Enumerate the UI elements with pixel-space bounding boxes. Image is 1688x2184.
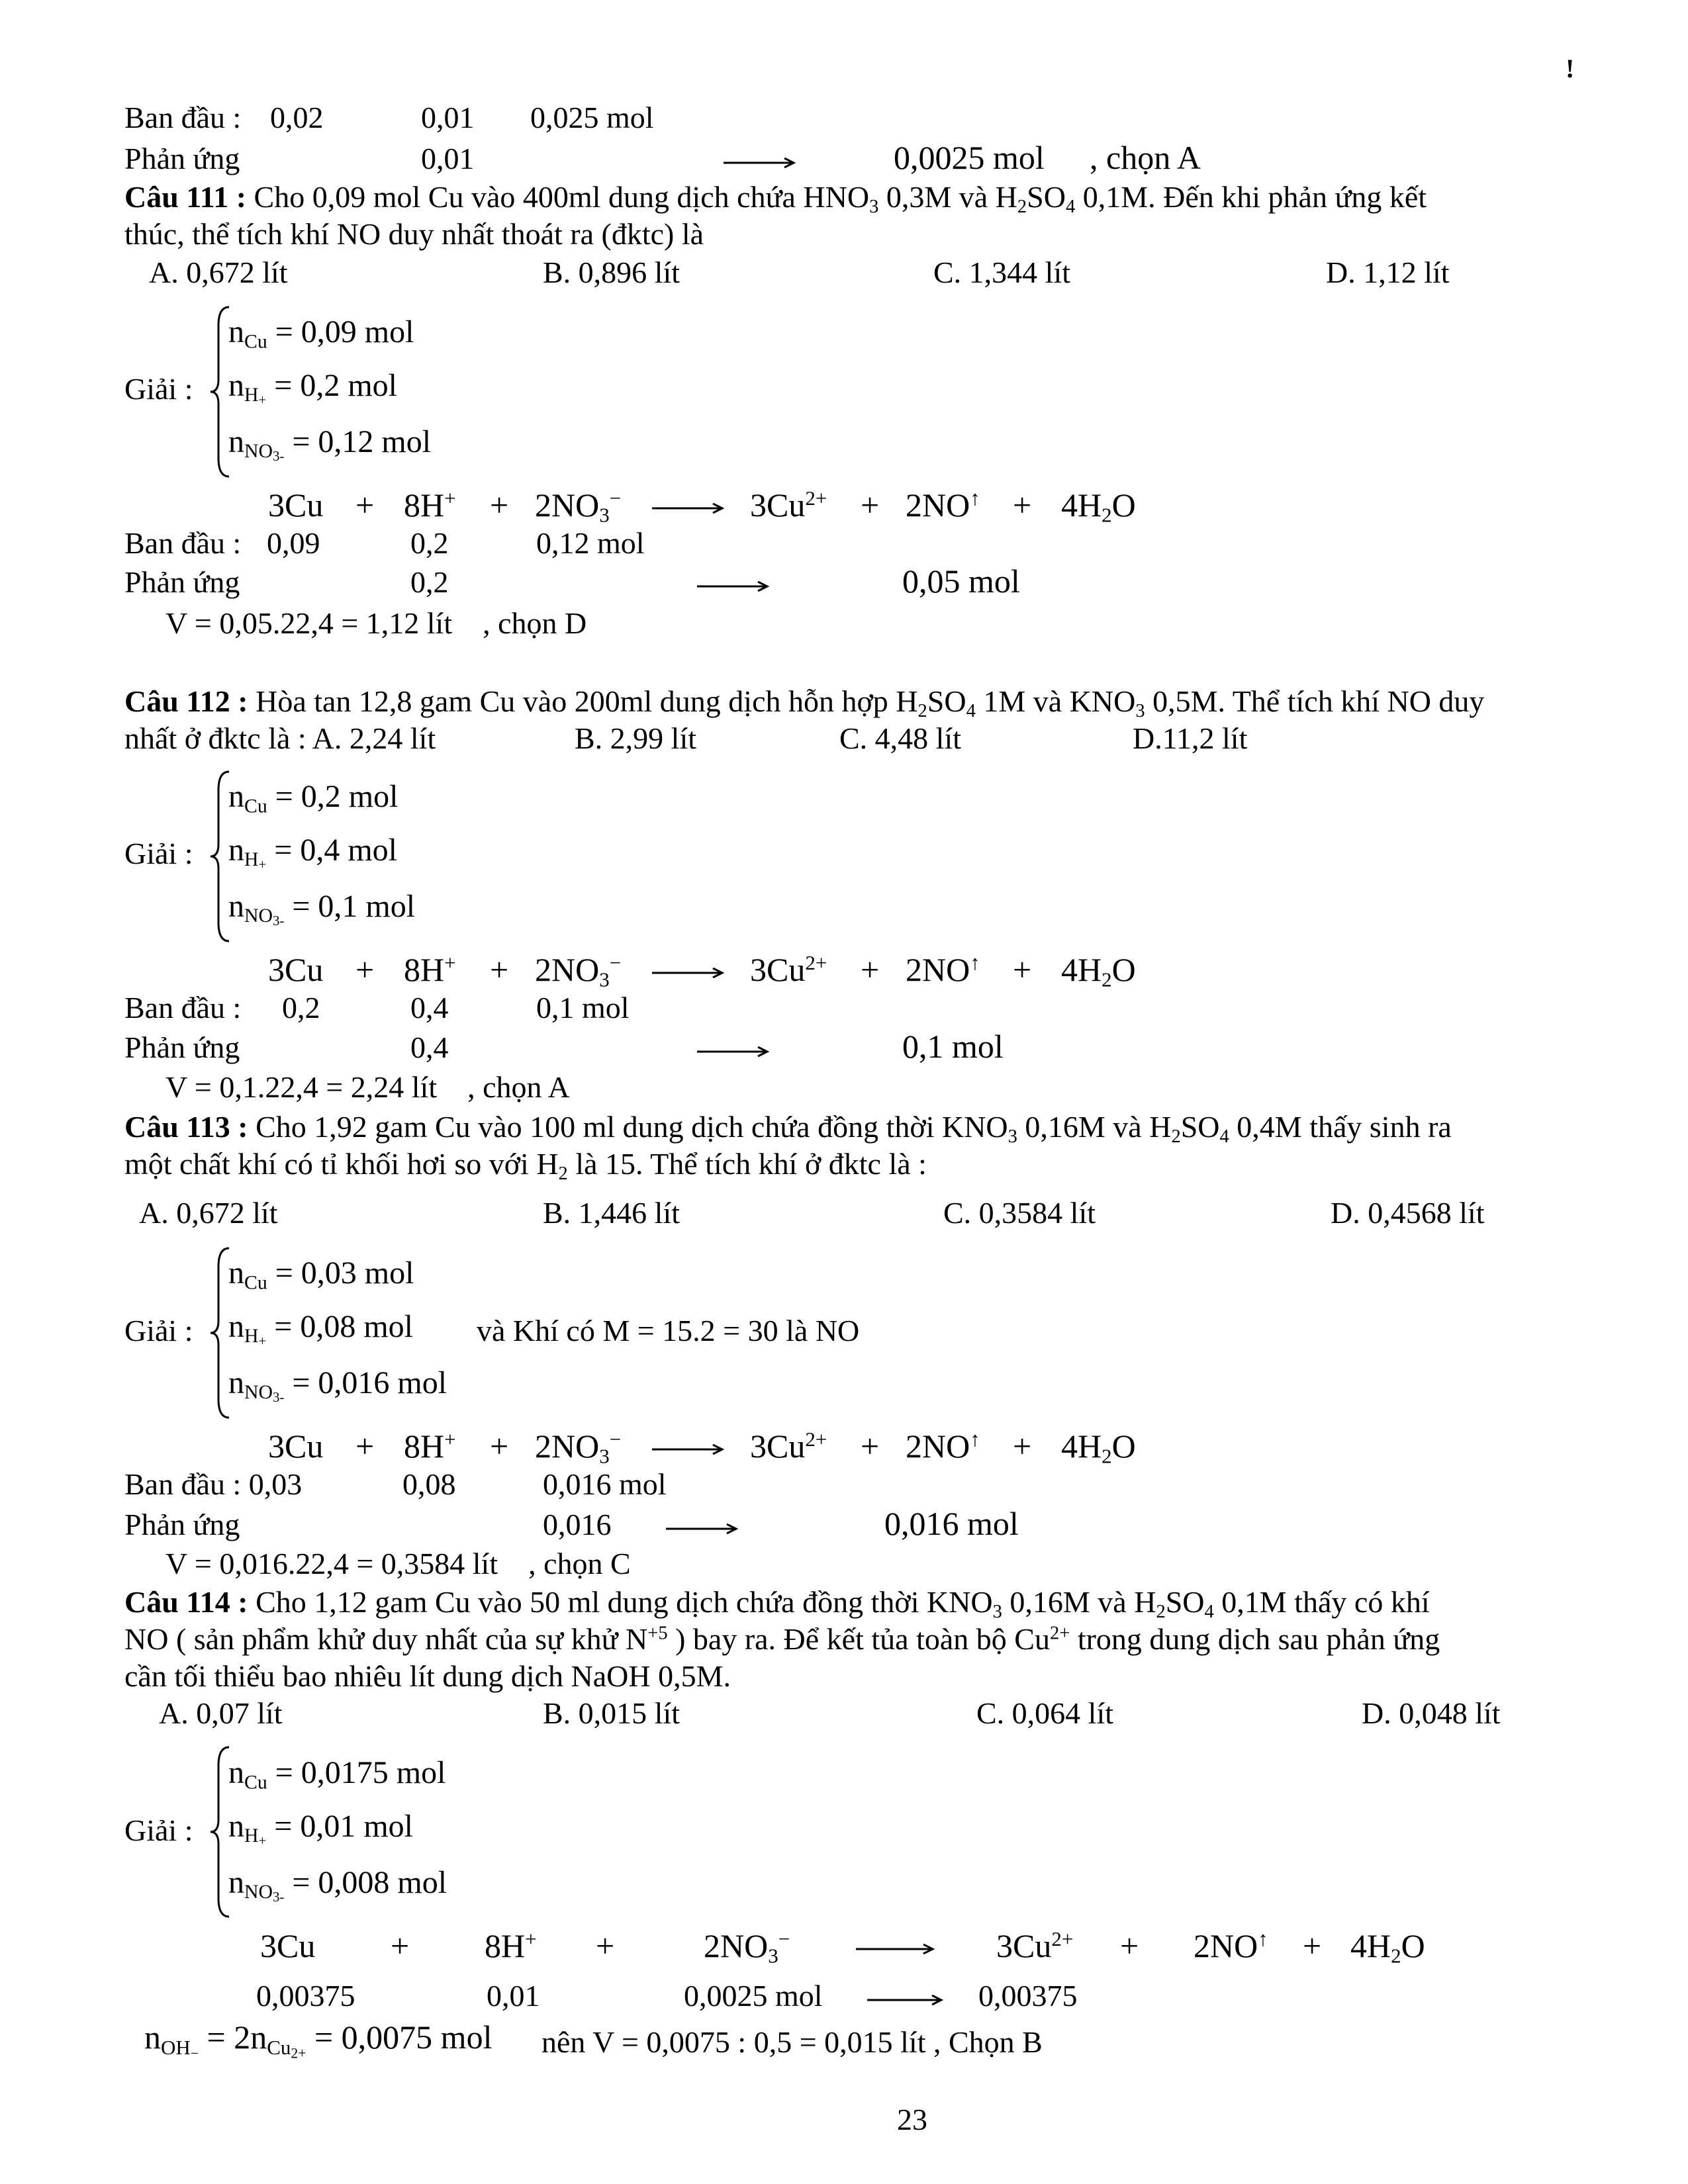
reaction-arrow-icon [697, 581, 770, 592]
species-h: 8H+ [404, 486, 456, 523]
species-cu2: $3Cu^{2+}$ [996, 1927, 1074, 1964]
start-value: 0,025 mol [530, 101, 654, 134]
q112-stem-line1: Câu 112 : Hòa tan 12,8 gam Cu vào 200ml dung dịch hỗn hợp $H_2SO_4$ 1M và $KNO_3$ 0,5M. Thể tích khí NO duy [124, 684, 1485, 721]
start-label: Ban đầu : [124, 101, 242, 134]
plus-sign: + [490, 951, 509, 988]
q114-final: $n_{OH-} = 2n_{Cu2+} = 0,0075$ mol [144, 2019, 492, 2062]
q111-stem-line1: Câu 111 : Cho 0,09 mol Cu vào 400ml dung dịch chứa $HNO_3$ 0,3M và $H_2SO_4$ 0,1M. Đến khi phản ứng kết [124, 180, 1427, 217]
reaction-equation: 3Cu [268, 486, 324, 523]
species-cu: 3Cu [268, 1428, 324, 1465]
species-cu2: $3Cu^{2+}$ [750, 950, 827, 988]
species-no: 2NO↑ [906, 950, 980, 988]
page-number: 23 [897, 2103, 927, 2136]
option-a: A. 0,07 lít [159, 1696, 283, 1730]
species-h2o: $4H_2O$ [1061, 951, 1136, 991]
plus-sign: + [355, 486, 375, 523]
species-h: 8H+ [404, 950, 456, 988]
species-no3: $2NO_3^-$ [535, 950, 622, 991]
species-h: 8H+ [485, 1927, 537, 1964]
q113-note: và Khí có M = 15.2 = 30 là NO [477, 1314, 860, 1347]
species-h2o: $4H_2O$ [1061, 1428, 1136, 1468]
system-row: $n_{NO3-} = 0,12$ mol [228, 424, 432, 465]
plus-sign: + [861, 951, 880, 988]
option-c: C. 0,3584 lít [943, 1196, 1096, 1230]
species-no3: $2NO_3^-$ [535, 486, 622, 527]
system-row: $n_{Cu} = 0,2$ mol [228, 779, 399, 817]
species-cu: 3Cu [268, 951, 324, 988]
q111-start-row: Ban đầu : 0,09 0,2 0,12 mol [124, 526, 645, 560]
q114-final-text: nên V = 0,0075 : 0,5 = 0,015 lít , Chọn B [541, 2025, 1043, 2059]
plus-sign: + [1013, 1428, 1032, 1465]
system-row: $n_{Cu} = 0,09$ mol [228, 314, 414, 353]
giai-label: Giải : [124, 1314, 193, 1347]
reaction-arrow-icon [666, 1524, 739, 1534]
option-a: A. 0,672 lít [149, 255, 288, 289]
option-d: D. 0,4568 lít [1331, 1196, 1485, 1230]
q112-start-row: Ban đầu : 0,2 0,4 0,1 mol [124, 991, 630, 1024]
system-row: $n_{H+} = 0,08$ mol [228, 1309, 413, 1349]
plus-sign: + [1120, 1927, 1139, 1964]
species-cu: 3Cu [260, 1927, 316, 1964]
system-row: $n_{H+} = 0,4$ mol [228, 833, 397, 873]
q113-start-row: Ban đầu : 0,03 0,08 0,016 mol [124, 1467, 667, 1501]
mol-value: 0,00375 [256, 1979, 355, 2013]
plus-sign: + [355, 951, 375, 988]
corner-mark: ! [1566, 54, 1575, 83]
option-d: D. 1,12 lít [1326, 255, 1450, 289]
species-no: 2NO↑ [1194, 1927, 1268, 1964]
choice-text: , chọn A [1090, 139, 1201, 176]
species-cu2: $3Cu^{2+}$ [750, 486, 827, 523]
q113-stem-line1: Câu 113 : Cho 1,92 gam Cu vào 100 ml dung dịch chứa đồng thời $KNO_3$ 0,16M và $H_2SO_4$ 0,4M thấy sinh ra [124, 1110, 1452, 1147]
q113-react-row: Phản ứng 0,016 0,016 mol [124, 1505, 1019, 1542]
q112-stem-line2: nhất ở đktc là : A. 2,24 lít B. 2,99 lít C. 4,48 lít D.11,2 lít [124, 721, 1248, 755]
species-no: 2NO↑ [906, 486, 980, 523]
q114-stem-line1: Câu 114 : Cho 1,12 gam Cu vào 50 ml dung dịch chứa đồng thời $KNO_3$ 0,16M và $H_2SO_4$ 0,1M thấy có khí [124, 1585, 1430, 1622]
option-c: C. 0,064 lít [976, 1696, 1114, 1730]
top-react-row [124, 139, 1201, 177]
system-row: $n_{NO3-} = 0,1$ mol [228, 889, 416, 929]
top-start-row [124, 99, 654, 136]
start-value: 0,01 [421, 101, 475, 134]
giai-label: Giải : [124, 837, 193, 870]
q113-stem-line2: một chất khí có tỉ khối hơi so với $H_2$ là 15. Thể tích khí ở đktc là : [124, 1147, 927, 1184]
reaction-arrow-icon [724, 158, 796, 168]
system-row: $n_{NO3-} = 0,016$ mol [228, 1365, 447, 1406]
species-no: 2NO↑ [906, 1427, 980, 1465]
react-label: Phản ứng [124, 142, 240, 175]
reaction-arrow-icon [652, 1444, 725, 1455]
reaction-arrow-icon [697, 1046, 770, 1057]
system-row: $n_{Cu} = 0,03$ mol [228, 1255, 414, 1294]
option-b: B. 1,446 lít [543, 1196, 680, 1230]
system-row: $n_{H+} = 0,01$ mol [228, 1809, 413, 1849]
mol-value: 0,00375 [978, 1979, 1078, 2013]
species-no3: $2NO_3^-$ [535, 1427, 622, 1468]
plus-sign: + [391, 1927, 410, 1964]
giai-label: Giải : [124, 372, 193, 406]
plus-sign: + [861, 1428, 880, 1465]
option-a: A. 0,672 lít [139, 1196, 278, 1230]
species-h2o: $4H_2O$ [1061, 486, 1136, 527]
species-h2o: $4H_2O$ [1350, 1927, 1425, 1968]
q112-react-row: Phản ứng 0,4 0,1 mol [124, 1028, 1004, 1065]
option-d: D. 0,048 lít [1362, 1696, 1501, 1730]
reaction-arrow-icon [856, 1944, 935, 1954]
plus-sign: + [490, 486, 509, 523]
system-row: $n_{Cu} = 0,0175$ mol [228, 1755, 446, 1794]
species-no3: $2NO_3^-$ [704, 1927, 790, 1968]
option-c: C. 1,344 lít [933, 255, 1071, 289]
reaction-arrow-icon [652, 968, 725, 978]
question-title: Câu 111 : [124, 180, 247, 214]
plus-sign: + [1303, 1927, 1322, 1964]
plus-sign: + [1013, 486, 1032, 523]
plus-sign: + [490, 1428, 509, 1465]
result-value: 0,0025 mol [894, 139, 1045, 176]
plus-sign: + [355, 1428, 375, 1465]
option-b: B. 0,896 lít [543, 255, 680, 289]
system-row: $n_{NO3-} = 0,008$ mol [228, 1865, 447, 1905]
q114-stem-line3: cần tối thiểu bao nhiêu lít dung dịch NaOH 0,5M. [124, 1659, 731, 1693]
plus-sign: + [861, 486, 880, 523]
mol-value: 0,01 [487, 1979, 540, 2013]
plus-sign: + [1013, 951, 1032, 988]
q111-react-row: Phản ứng 0,2 0,05 mol [124, 563, 1020, 600]
q113-volume: V = 0,016.22,4 = 0,3584 lít , chọn C [165, 1547, 631, 1580]
q114-stem-line2: NO ( sản phẩm khử duy nhất của sự khử $N^{+5}$ ) bay ra. Để kết tủa toàn bộ $Cu^{2+}$ trong dung dịch sau phản ứng [124, 1622, 1440, 1656]
mol-value: 0,0025 mol [684, 1979, 823, 2013]
species-h: 8H+ [404, 1427, 456, 1465]
start-value: 0,02 [270, 101, 324, 134]
react-value: 0,01 [421, 142, 475, 175]
q112-volume: V = 0,1.22,4 = 2,24 lít , chọn A [165, 1070, 570, 1104]
system-row: $n_{H+} = 0,2$ mol [228, 368, 397, 408]
q111-stem-line2: thúc, thể tích khí NO duy nhất thoát ra (đktc) là [124, 217, 704, 251]
reaction-arrow-icon [652, 503, 725, 514]
species-cu2: $3Cu^{2+}$ [750, 1427, 827, 1465]
reaction-arrow-icon [867, 1995, 943, 2005]
option-b: B. 0,015 lít [543, 1696, 680, 1730]
plus-sign: + [596, 1927, 615, 1964]
q111-volume: V = 0,05.22,4 = 1,12 lít , chọn D [165, 606, 587, 640]
giai-label: Giải : [124, 1813, 193, 1847]
